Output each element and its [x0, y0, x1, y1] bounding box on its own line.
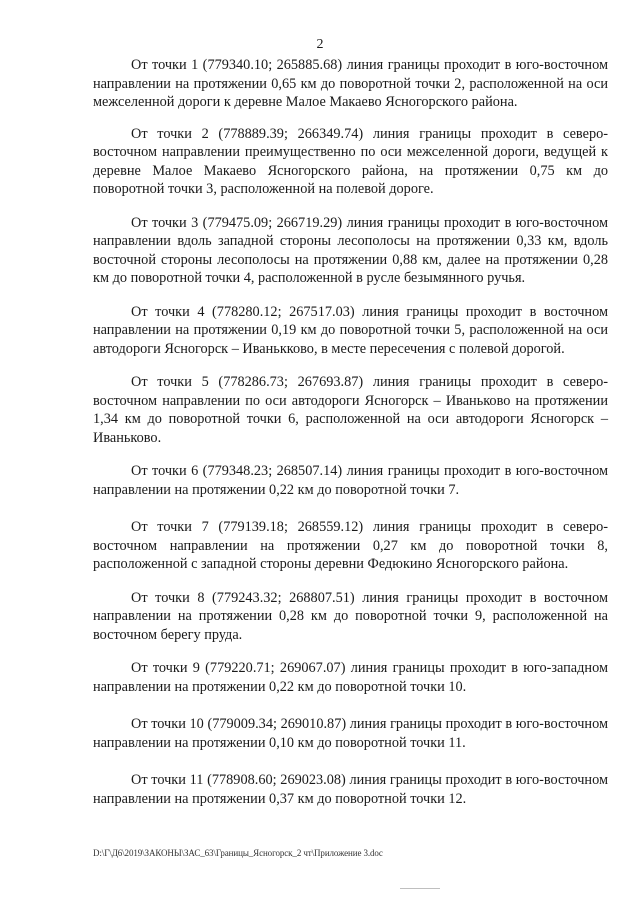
boundary-paragraph-1: От точки 1 (779340.10; 265885.68) линия границы проходит в юго-восточном направлении на протяжении 0,65 км до поворотной точки 2, расположенной на оси межселенной дороги к деревне Малое Макаево Ясногорского района. — [93, 57, 608, 110]
boundary-paragraph-10: От точки 10 (779009.34; 269010.87) линия границы проходит в юго-восточном направлении на протяжении 0,10 км до поворотной точки 11. — [93, 716, 608, 751]
footer-file-path: D:\Г\Д6\2019\ЗАКОНЫ\ЗАС_63\Границы_Ясногорск_2 чт\Приложение 3.doc — [93, 848, 383, 858]
boundary-paragraph-11: От точки 11 (778908.60; 269023.08) линия границы проходит в юго-восточном направлении на протяжении 0,37 км до поворотной точки 12. — [93, 772, 608, 807]
boundary-paragraph-7: От точки 7 (779139.18; 268559.12) линия границы проходит в северо-восточном направлении на протяжении 0,27 км до поворотной точки 8, расположенной с западной стороны деревни Федюкино Ясногорского района. — [93, 519, 608, 572]
boundary-paragraph-2: От точки 2 (778889.39; 266349.74) линия границы проходит в северо-восточном направлении преимущественно по оси межселенной дороги, ведущей к деревне Малое Макаево Ясногорского района, на протяжении 0,75 км до поворотной точки 3, расположенной на полевой дороге. — [93, 125, 608, 197]
boundary-paragraph-5: От точки 5 (778286.73; 267693.87) линия границы проходит в северо-восточном направлении по оси автодороги Ясногорск – Иваньково на протяжении 1,34 км до поворотной точки 6, расположенной на оси автодороги Ясногорск – Иваньково. — [93, 374, 608, 446]
boundary-paragraph-9: От точки 9 (779220.71; 269067.07) линия границы проходит в юго-западном направлении на протяжении 0,22 км до поворотной точки 10. — [93, 660, 608, 695]
scan-artifact-line — [400, 888, 440, 889]
page-number: 2 — [316, 37, 324, 52]
boundary-paragraph-6: От точки 6 (779348.23; 268507.14) линия границы проходит в юго-восточном направлении на протяжении 0,22 км до поворотной точки 7. — [93, 463, 608, 498]
boundary-paragraph-4: От точки 4 (778280.12; 267517.03) линия границы проходит в восточном направлении на протяжении 0,19 км до поворотной точки 5, расположенной на оси автодороги Ясногорск – Иванькково, в месте пересечения с полевой дорогой. — [93, 303, 608, 357]
boundary-paragraph-8: От точки 8 (779243.32; 268807.51) линия границы проходит в восточном направлении на протяжении 0,28 км до поворотной точки 9, расположенной на восточном берегу пруда. — [93, 589, 608, 643]
document-body — [93, 56, 608, 823]
boundary-paragraph-3: От точки 3 (779475.09; 266719.29) линия границы проходит в юго-восточном направлении вдоль западной стороны лесополосы на протяжении 0,33 км, вдоль восточной стороны лесополосы на протяжении 0,88 км, далее на протяжении 0,28 км до поворотной точки 4, расположенной в русле безымянного ручья. — [93, 214, 608, 286]
